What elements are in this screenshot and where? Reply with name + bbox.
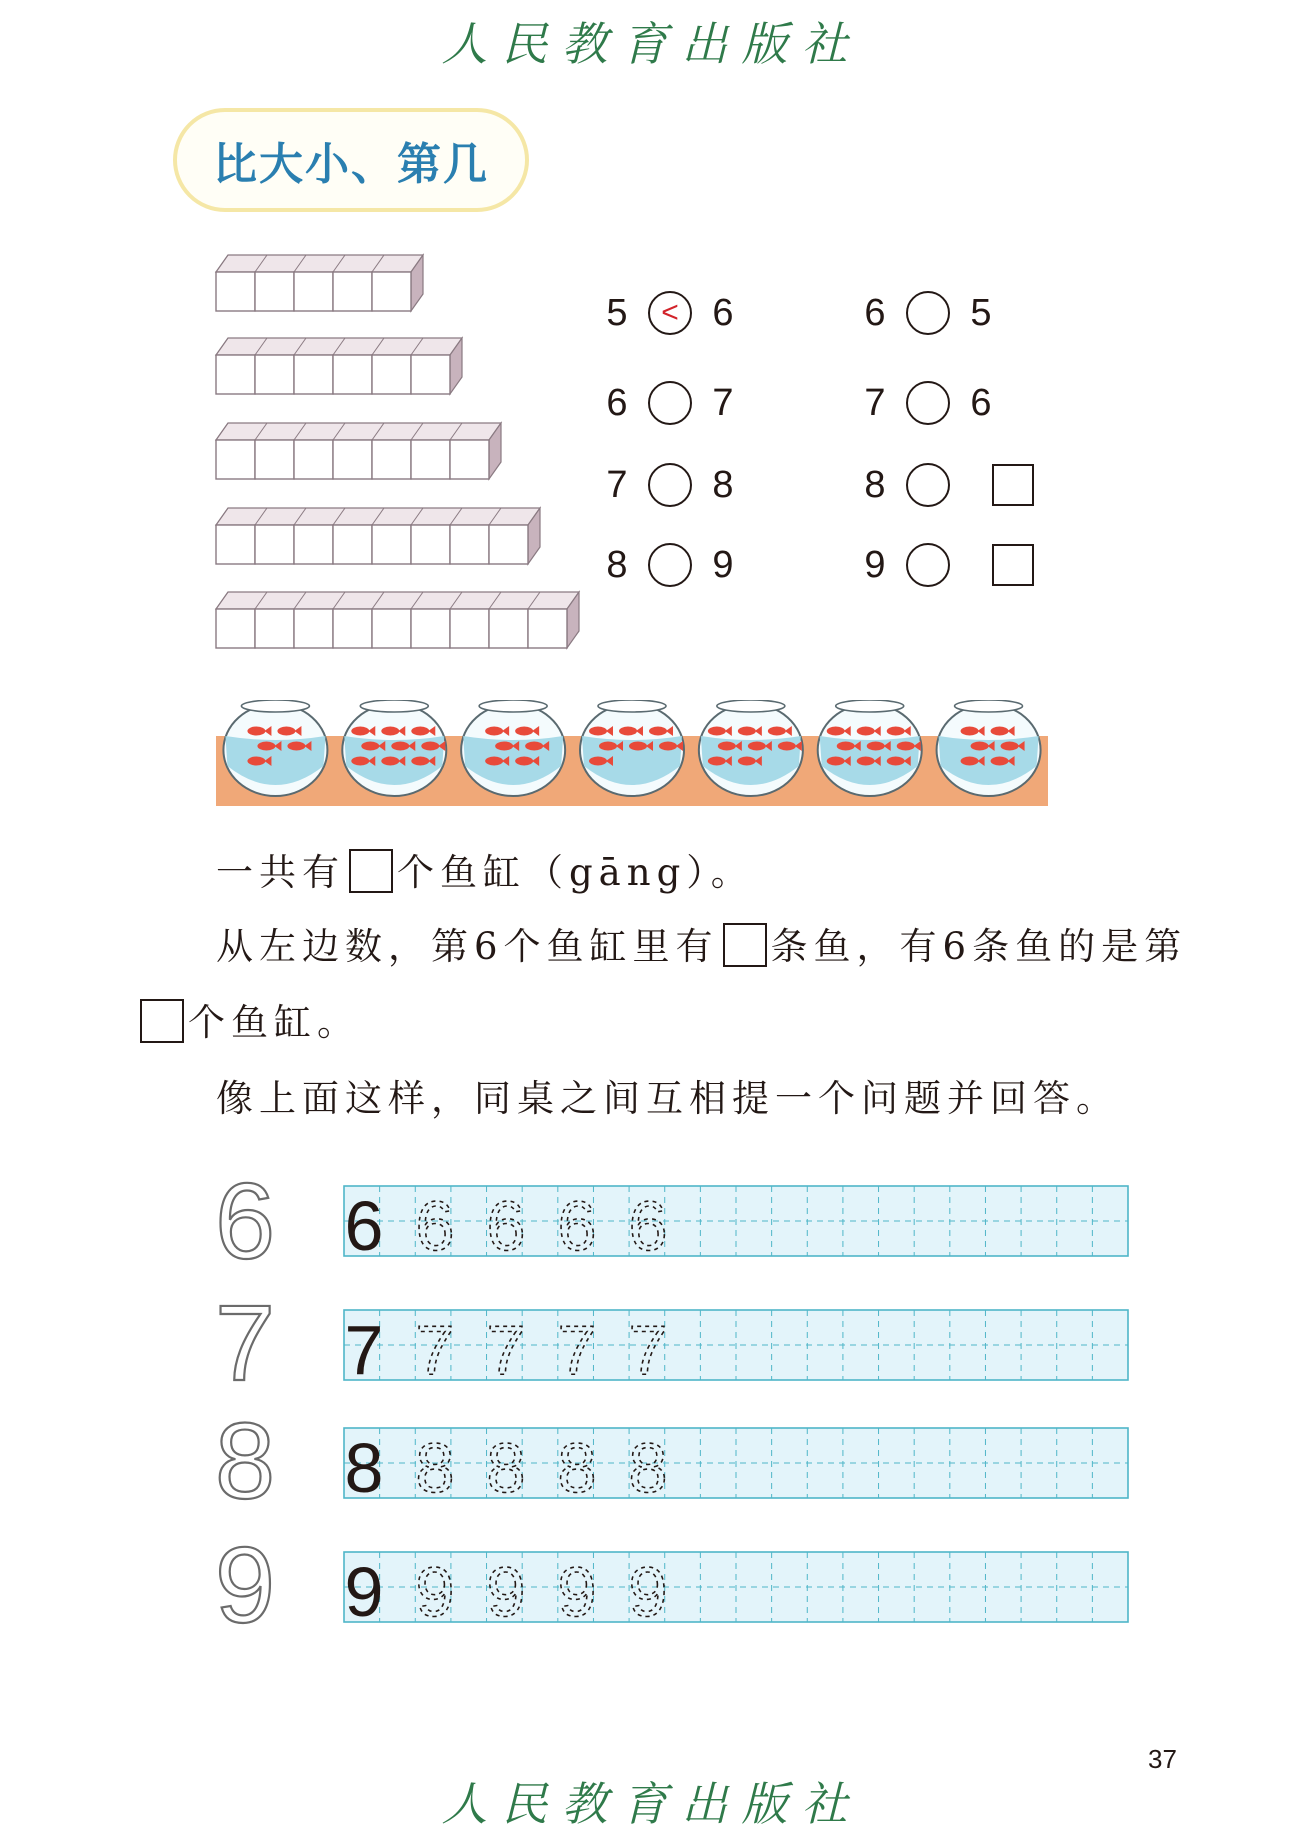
cube xyxy=(411,609,450,648)
comparison-answer-circle[interactable] xyxy=(648,543,692,587)
writing-practice-row xyxy=(342,1550,1130,1624)
cube xyxy=(216,525,255,564)
lesson-title-badge xyxy=(173,108,529,212)
comparison-left-number: 6 xyxy=(606,382,628,424)
cube xyxy=(216,272,255,311)
cube xyxy=(294,440,333,479)
comparison-answer-box[interactable] xyxy=(992,464,1034,506)
comparison-right-number: 6 xyxy=(970,382,992,424)
tracing-digit: 7 xyxy=(486,1311,526,1382)
question-sixth-bowl-continued xyxy=(140,998,360,1048)
digit-stroke-guide-8 xyxy=(210,1410,280,1510)
cube-rows-illustration xyxy=(0,0,1303,700)
comparison-left-number: 5 xyxy=(606,292,628,334)
tracing-digit: 6 xyxy=(557,1187,597,1258)
question-text: 个鱼缸（gāng）。 xyxy=(397,851,754,894)
question-sixth-bowl xyxy=(216,922,1187,972)
digit-model-glyph: 8 xyxy=(214,1410,276,1510)
cube xyxy=(255,609,294,648)
model-digit: 6 xyxy=(344,1187,384,1258)
cube-row xyxy=(216,592,579,648)
cube xyxy=(255,272,294,311)
cube xyxy=(450,609,489,648)
answer-box[interactable] xyxy=(349,849,393,893)
fishbowl xyxy=(342,700,446,796)
cube xyxy=(333,272,372,311)
question-text: 从左边数，第6个鱼缸里有 xyxy=(216,925,719,968)
cube-row xyxy=(216,423,501,479)
cube xyxy=(528,609,567,648)
fishbowl xyxy=(223,700,327,796)
cube xyxy=(255,525,294,564)
comparison-row xyxy=(600,542,740,588)
question-text: 个鱼缸。 xyxy=(188,1001,360,1044)
cube xyxy=(489,609,528,648)
cube xyxy=(372,609,411,648)
cube-row xyxy=(216,508,540,564)
digit-model-glyph: 9 xyxy=(214,1534,276,1634)
comparison-answer-circle[interactable] xyxy=(906,381,950,425)
tracing-digit: 6 xyxy=(415,1187,455,1258)
tracing-digit: 7 xyxy=(415,1311,455,1382)
answer-box[interactable] xyxy=(140,999,184,1043)
tracing-digit: 9 xyxy=(486,1553,526,1624)
comparison-answer-circle[interactable] xyxy=(906,543,950,587)
publisher-logo-bottom: 人民教育出版社 xyxy=(441,1777,862,1831)
tracing-digit: 8 xyxy=(486,1429,526,1500)
comparison-row xyxy=(858,542,1034,588)
cube-row xyxy=(216,255,423,311)
comparison-right-number: 6 xyxy=(712,292,734,334)
tracing-digit: 8 xyxy=(415,1429,455,1500)
cube xyxy=(372,272,411,311)
question-text: 条鱼，有6条鱼的是第 xyxy=(770,925,1188,968)
tracing-digit: 9 xyxy=(557,1553,597,1624)
comparison-answer-box[interactable] xyxy=(992,544,1034,586)
comparison-row xyxy=(600,290,740,336)
tracing-digit: 6 xyxy=(486,1187,526,1258)
comparison-answer-circle[interactable]: < xyxy=(648,291,692,335)
writing-practice-row xyxy=(342,1426,1130,1500)
model-digit: 8 xyxy=(344,1429,384,1500)
digit-stroke-guide-7 xyxy=(210,1292,280,1392)
fishbowl xyxy=(580,700,684,796)
comparison-right-number: 8 xyxy=(712,464,734,506)
writing-practice-row xyxy=(342,1308,1130,1382)
cube xyxy=(411,440,450,479)
model-digit: 7 xyxy=(344,1311,384,1382)
cube xyxy=(333,609,372,648)
tracing-digit: 9 xyxy=(415,1553,455,1624)
lesson-title: 比大小、第几 xyxy=(213,139,489,190)
page-number: 37 xyxy=(1148,1744,1177,1774)
cube xyxy=(333,440,372,479)
comparison-left-number: 8 xyxy=(606,544,628,586)
comparison-right-number: 5 xyxy=(970,292,992,334)
fishbowl xyxy=(818,700,922,796)
cube xyxy=(372,355,411,394)
digit-stroke-guide-9 xyxy=(210,1534,280,1634)
cube xyxy=(294,272,333,311)
cube xyxy=(216,609,255,648)
cube xyxy=(255,440,294,479)
fishbowl xyxy=(461,700,565,796)
comparison-left-number: 7 xyxy=(606,464,628,506)
cube xyxy=(294,525,333,564)
model-digit: 9 xyxy=(344,1553,384,1624)
publisher-logo-top: 人民教育出版社 xyxy=(441,17,862,71)
comparison-answer-circle[interactable] xyxy=(648,463,692,507)
cube xyxy=(489,525,528,564)
comparison-left-number: 6 xyxy=(864,292,886,334)
comparison-right-number: 9 xyxy=(712,544,734,586)
tracing-digit: 6 xyxy=(628,1187,668,1258)
fishbowl-illustration xyxy=(216,700,1048,806)
comparison-answer-circle[interactable] xyxy=(906,291,950,335)
writing-practice-row xyxy=(342,1184,1130,1258)
cube xyxy=(294,355,333,394)
comparison-right-number: 7 xyxy=(712,382,734,424)
comparison-left-number: 9 xyxy=(864,544,886,586)
digit-model-glyph: 7 xyxy=(214,1292,276,1392)
fishbowl xyxy=(937,700,1041,796)
question-text: 像上面这样，同桌之间互相提一个问题并回答。 xyxy=(216,1077,1119,1120)
comparison-left-number: 8 xyxy=(864,464,886,506)
comparison-row xyxy=(858,290,998,336)
question-text: 一共有 xyxy=(216,851,345,894)
cube xyxy=(411,355,450,394)
comparison-row xyxy=(858,462,1034,508)
cube xyxy=(294,609,333,648)
digit-model-glyph: 6 xyxy=(214,1170,276,1270)
cube xyxy=(372,525,411,564)
cube xyxy=(450,440,489,479)
tracing-digit: 9 xyxy=(628,1553,668,1624)
question-bowl-count xyxy=(216,848,754,898)
comparison-answer-circle[interactable] xyxy=(906,463,950,507)
fishbowl xyxy=(699,700,803,796)
question-partner-activity xyxy=(216,1074,1119,1124)
tracing-digit: 8 xyxy=(557,1429,597,1500)
cube xyxy=(333,525,372,564)
tracing-digit: 7 xyxy=(628,1311,668,1382)
comparison-row xyxy=(858,380,998,426)
tracing-digit: 7 xyxy=(557,1311,597,1382)
cube xyxy=(411,525,450,564)
cube xyxy=(450,525,489,564)
comparison-row xyxy=(600,380,740,426)
cube xyxy=(255,355,294,394)
cube xyxy=(216,440,255,479)
comparison-left-number: 7 xyxy=(864,382,886,424)
cube-row xyxy=(216,338,462,394)
cube xyxy=(372,440,411,479)
cube xyxy=(333,355,372,394)
digit-stroke-guide-6 xyxy=(210,1170,280,1270)
comparison-row xyxy=(600,462,740,508)
tracing-digit: 8 xyxy=(628,1429,668,1500)
cube xyxy=(216,355,255,394)
answer-box[interactable] xyxy=(723,923,767,967)
comparison-answer-circle[interactable] xyxy=(648,381,692,425)
